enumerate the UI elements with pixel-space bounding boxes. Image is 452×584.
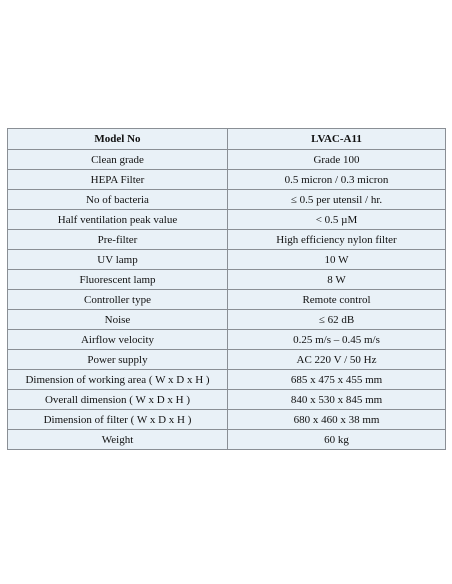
spec-value-cell: 60 kg	[228, 430, 446, 450]
spec-label-cell: Dimension of working area ( W x D x H )	[8, 370, 228, 390]
table-row	[8, 330, 446, 350]
table-row	[8, 270, 446, 290]
table-row	[8, 390, 446, 410]
spec-value-cell: Grade 100	[228, 150, 446, 170]
spec-value-cell: AC 220 V / 50 Hz	[228, 350, 446, 370]
header-model-label: Model No	[8, 129, 228, 150]
specification-table	[7, 128, 446, 450]
spec-label-cell: UV lamp	[8, 250, 228, 270]
spec-value-cell: 840 x 530 x 845 mm	[228, 390, 446, 410]
spec-label-cell: Power supply	[8, 350, 228, 370]
spec-label-cell: Controller type	[8, 290, 228, 310]
spec-value-cell: 10 W	[228, 250, 446, 270]
spec-label-cell: HEPA Filter	[8, 170, 228, 190]
table-row	[8, 150, 446, 170]
spec-value-cell: Remote control	[228, 290, 446, 310]
table-row	[8, 290, 446, 310]
spec-value-cell: 680 x 460 x 38 mm	[228, 410, 446, 430]
spec-value-cell: High efficiency nylon filter	[228, 230, 446, 250]
table-row	[8, 210, 446, 230]
spec-label-cell: No of bacteria	[8, 190, 228, 210]
table-row	[8, 370, 446, 390]
spec-value-cell: 0.25 m/s – 0.45 m/s	[228, 330, 446, 350]
spec-label-cell: Dimension of filter ( W x D x H )	[8, 410, 228, 430]
spec-value-cell: 0.5 micron / 0.3 micron	[228, 170, 446, 190]
table-row	[8, 170, 446, 190]
table-header-row	[8, 129, 446, 150]
spec-label-cell: Clean grade	[8, 150, 228, 170]
table-row	[8, 230, 446, 250]
header-model-value: LVAC-A11	[228, 129, 446, 150]
table-row	[8, 310, 446, 330]
spec-label-cell: Overall dimension ( W x D x H )	[8, 390, 228, 410]
spec-label-cell: Half ventilation peak value	[8, 210, 228, 230]
table-row	[8, 350, 446, 370]
spec-label-cell: Weight	[8, 430, 228, 450]
spec-value-cell: ≤ 0.5 per utensil / hr.	[228, 190, 446, 210]
table-row	[8, 430, 446, 450]
table-row	[8, 190, 446, 210]
spec-label-cell: Noise	[8, 310, 228, 330]
spec-label-cell: Fluorescent lamp	[8, 270, 228, 290]
spec-label-cell: Pre-filter	[8, 230, 228, 250]
spec-value-cell: ≤ 62 dB	[228, 310, 446, 330]
spec-label-cell: Airflow velocity	[8, 330, 228, 350]
spec-value-cell: < 0.5 µM	[228, 210, 446, 230]
specification-table-body	[8, 129, 446, 450]
table-row	[8, 250, 446, 270]
table-row	[8, 410, 446, 430]
spec-value-cell: 8 W	[228, 270, 446, 290]
spec-value-cell: 685 x 475 x 455 mm	[228, 370, 446, 390]
